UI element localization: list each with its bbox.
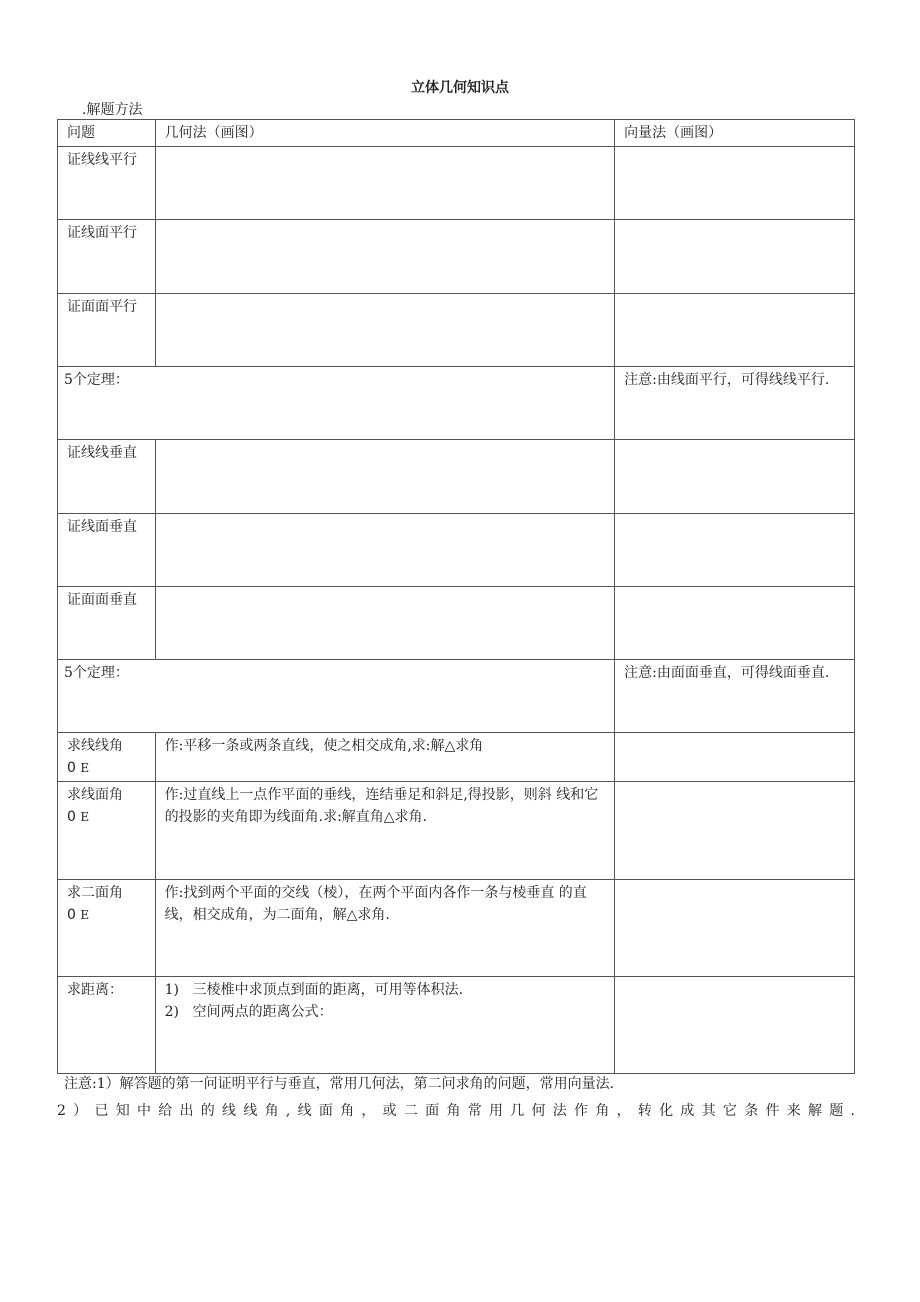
theorem-cell: 5个定理： <box>58 367 615 440</box>
distance-list <box>165 979 609 1023</box>
method-cell: 作:找到两个平面的交线（棱），在两个平面内各作一条与棱垂直 的直线，相交成角，为二面角，解△求角. <box>155 880 615 977</box>
vector-cell <box>615 782 855 880</box>
range-symbol: 0 <box>67 809 76 825</box>
range-symbol: 0 <box>67 907 76 923</box>
method-cell <box>155 977 615 1074</box>
footnote-1: 注意:1）解答题的第一问证明平行与垂直，常用几何法，第二问求角的问题，常用向量法. <box>64 1076 615 1092</box>
range-symbol: 0 <box>67 760 76 776</box>
table-row <box>58 733 855 782</box>
table-row <box>58 367 855 440</box>
row-label-cell <box>58 733 156 782</box>
range-letter: E <box>80 810 90 824</box>
row-label: 证线面垂直 <box>58 514 156 587</box>
vector-cell <box>615 147 855 220</box>
table-row <box>58 660 855 733</box>
geometric-cell <box>155 587 615 660</box>
theorem-cell: 5个定理： <box>58 660 615 733</box>
footnote-2: 2）已知中给出的线线角,线面角，或二面角常用几何法作角，转化成其它条件来解题. <box>57 1103 855 1119</box>
page-title: 立体几何知识点 <box>411 80 509 96</box>
row-label: 证面面垂直 <box>58 587 156 660</box>
table-row <box>58 440 855 514</box>
vector-cell <box>615 977 855 1074</box>
vector-cell <box>615 220 855 294</box>
row-label: 证线线垂直 <box>58 440 156 514</box>
geometric-cell <box>155 514 615 587</box>
table-row <box>58 782 855 880</box>
table-row <box>58 294 855 367</box>
method-cell: 作:平移一条或两条直线，使之相交成角,求:解△求角 <box>155 733 615 782</box>
section-label: .解题方法 <box>82 102 143 118</box>
vector-cell <box>615 733 855 782</box>
geometric-cell <box>155 440 615 514</box>
vector-cell <box>615 440 855 514</box>
row-label: 求线面角 <box>67 787 123 803</box>
header-row <box>58 120 855 147</box>
angle-range <box>67 806 149 828</box>
table-row <box>58 587 855 660</box>
range-letter: E <box>80 761 90 775</box>
list-item: 2) 空间两点的距离公式： <box>164 1004 333 1020</box>
header-geometric: 几何法（画图） <box>155 120 615 147</box>
table-row <box>58 514 855 587</box>
knowledge-table <box>57 119 855 1074</box>
method-cell: 作:过直线上一点作平面的垂线，连结垂足和斜足,得投影，则斜 线和它的投影的夹角即为线面角.求:解直角△求角. <box>155 782 615 880</box>
row-label: 证面面平行 <box>58 294 156 367</box>
table-row <box>58 147 855 220</box>
perp-note: 注意:由面面垂直，可得线面垂直. <box>624 665 830 681</box>
note-cell <box>615 367 855 440</box>
list-item: 1) 三棱椎中求顶点到面的距离，可用等体积法. <box>164 982 464 998</box>
header-vector: 向量法（画图） <box>615 120 855 147</box>
vector-cell <box>615 514 855 587</box>
table-row <box>58 220 855 294</box>
row-label-cell <box>58 880 156 977</box>
row-label: 求二面角 <box>67 885 123 901</box>
range-letter: E <box>80 908 90 922</box>
angle-range <box>67 904 149 926</box>
geometric-cell <box>155 220 615 294</box>
table-row <box>58 880 855 977</box>
note-cell <box>615 660 855 733</box>
row-label: 证线面平行 <box>58 220 156 294</box>
geometric-cell <box>155 147 615 220</box>
row-label-cell <box>58 782 156 880</box>
vector-cell <box>615 587 855 660</box>
table-row <box>58 977 855 1074</box>
parallel-note: 注意:由线面平行，可得线线平行. <box>624 372 830 388</box>
geometric-cell <box>155 294 615 367</box>
vector-cell <box>615 880 855 977</box>
vector-cell <box>615 294 855 367</box>
header-problem: 问题 <box>58 120 156 147</box>
row-label: 证线线平行 <box>58 147 156 220</box>
angle-range <box>67 757 149 779</box>
row-label: 求距离： <box>58 977 156 1074</box>
row-label: 求线线角 <box>67 738 123 754</box>
